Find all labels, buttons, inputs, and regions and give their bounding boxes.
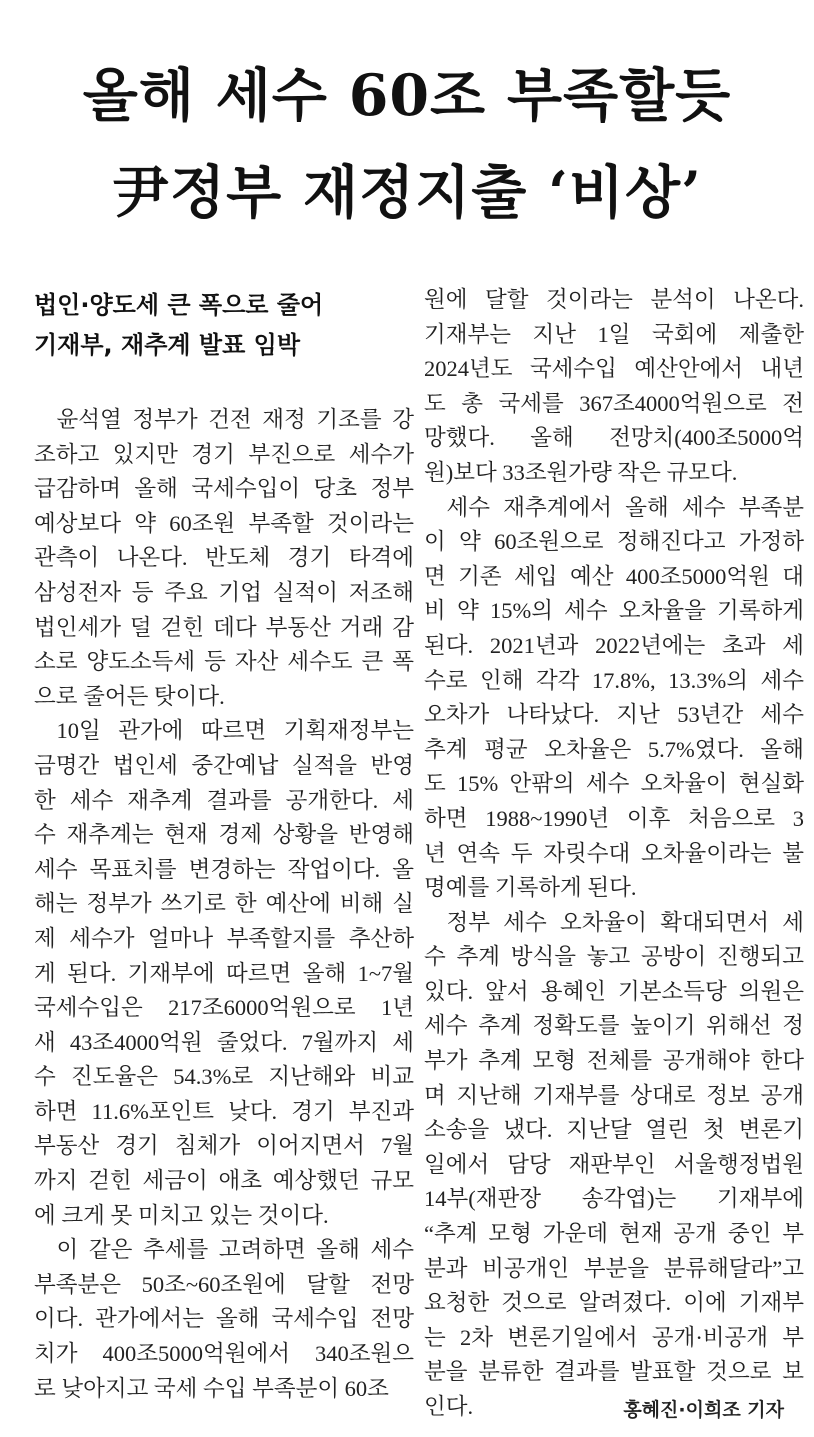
text-line: 소송을 냈다. 지난달 열린 첫 변론기 xyxy=(424,1117,804,1143)
text-line: 분과 비공개인 부분을 분류해달라”고 xyxy=(424,1255,804,1281)
article-body-left xyxy=(34,403,414,1406)
paragraph xyxy=(424,906,804,1425)
paragraph xyxy=(34,1233,414,1406)
article-column-right xyxy=(424,283,804,1425)
text-line: 국세수입은 217조6000억원으로 1년 xyxy=(34,995,414,1021)
text-line: 제 세수가 얼마나 부족할지를 추산하 xyxy=(34,925,414,951)
text-line: 로 낮아지고 국세 수입 부족분이 60조 xyxy=(34,1375,389,1401)
text-line: 도 총 국세를 367조4000억원으로 전 xyxy=(424,390,804,416)
text-line: 예상보다 약 60조원 부족할 것이라는 xyxy=(34,510,414,536)
text-line: 윤석열 정부가 건전 재정 기조를 강 xyxy=(56,407,414,432)
text-line: 부가 추계 모형 전체를 공개해야 한다 xyxy=(424,1048,804,1074)
subheadline xyxy=(34,285,414,365)
text-line: 에 크게 못 미치고 있는 것이다. xyxy=(34,1202,329,1228)
headline-line-1: 올해 세수 60조 부족할듯 xyxy=(82,62,732,129)
text-line: 비 약 15%의 세수 오차율을 기록하게 xyxy=(424,598,804,624)
text-line: 이다. 관가에서는 올해 국세수입 전망 xyxy=(34,1306,414,1332)
text-line: 인다. xyxy=(424,1394,474,1419)
text-line: 원)보다 33조원가량 작은 규모다. xyxy=(424,459,738,485)
text-line: 수 재추계는 현재 경제 상황을 반영해 xyxy=(34,822,414,848)
text-line: 요청한 것으로 알려졌다. 이에 기재부 xyxy=(424,1290,804,1316)
text-line: 급감하며 올해 국세수입이 당초 정부 xyxy=(34,476,414,502)
byline: 홍혜진·이희조 기자 xyxy=(623,1399,784,1421)
text-line: 수 진도율은 54.3%로 지난해와 비교 xyxy=(34,1064,414,1090)
headline-line-2: 尹정부 재정지출 ‘비상’ xyxy=(112,159,702,226)
subheadline-line-1: 법인·양도세 큰 폭으로 줄어 xyxy=(34,291,324,319)
article-column-left xyxy=(34,283,414,1406)
text-line: 명예를 기록하게 된다. xyxy=(424,875,637,901)
text-line: 삼성전자 등 주요 기업 실적이 저조해 xyxy=(34,579,414,605)
text-line: 수 추계 방식을 놓고 공방이 진행되고 xyxy=(424,944,804,970)
text-line: 부동산 경기 침체가 이어지면서 7월 xyxy=(34,1133,414,1159)
text-line: 14부(재판장 송각엽)는 기재부에 xyxy=(424,1186,804,1212)
text-line: 세수 목표치를 변경하는 작업이다. 올 xyxy=(34,856,414,882)
text-line: 분을 분류한 결과를 발표할 것으로 보 xyxy=(424,1359,804,1385)
text-line: 된다. 2021년과 2022년에는 초과 세 xyxy=(424,632,804,658)
paragraph xyxy=(424,491,804,906)
text-line: 2024년도 국세수입 예산안에서 내년 xyxy=(424,356,804,382)
text-line: 세수 재추계에서 올해 세수 부족분 xyxy=(446,494,804,520)
text-line: 오차가 나타났다. 지난 53년간 세수 xyxy=(424,702,804,728)
text-line: 는 2차 변론기일에서 공개·비공개 부 xyxy=(424,1324,804,1350)
text-line: 하면 11.6%포인트 낮다. 경기 부진과 xyxy=(34,1098,414,1124)
paragraph xyxy=(34,714,414,1233)
text-line: 이 약 60조원으로 정해진다고 가정하 xyxy=(424,529,804,555)
text-line: 새 43조4000억원 줄었다. 7월까지 세 xyxy=(34,1029,414,1055)
text-line: 치가 400조5000억원에서 340조원으 xyxy=(34,1341,414,1367)
text-line: 금명간 법인세 중간예납 실적을 반영 xyxy=(34,752,414,778)
text-line: 10일 관가에 따르면 기획재정부는 xyxy=(56,718,414,744)
text-line: 추계 평균 오차율은 5.7%였다. 올해 xyxy=(424,736,804,762)
text-line: 소로 양도소득세 등 자산 세수도 큰 폭 xyxy=(34,649,414,675)
text-line: 년 연속 두 자릿수대 오차율이라는 불 xyxy=(424,840,804,866)
text-line: 며 지난해 기재부를 상대로 정보 공개 xyxy=(424,1082,804,1108)
text-line: 하면 1988~1990년 이후 처음으로 3 xyxy=(424,805,804,831)
text-line: 한 세수 재추계 결과를 공개한다. 세 xyxy=(34,787,414,813)
text-line: 까지 걷힌 세금이 애초 예상했던 규모 xyxy=(34,1168,414,1194)
text-line: 게 된다. 기재부에 따르면 올해 1~7월 xyxy=(34,960,414,986)
text-line: 있다. 앞서 용혜인 기본소득당 의원은 xyxy=(424,978,804,1004)
subheadline-line-2: 기재부, 재추계 발표 임박 xyxy=(34,331,301,359)
text-line: 해는 정부가 쓰기로 한 예산에 비해 실 xyxy=(34,891,414,917)
text-line: 기재부는 지난 1일 국회에 제출한 xyxy=(424,321,804,347)
text-line: 이 같은 추세를 고려하면 올해 세수 xyxy=(56,1237,414,1263)
text-line: 법인세가 덜 걷힌 데다 부동산 거래 감 xyxy=(34,614,414,640)
text-line: 조하고 있지만 경기 부진으로 세수가 xyxy=(34,441,414,467)
text-line: 면 기존 세입 예산 400조5000억원 대 xyxy=(424,563,804,589)
text-line: 일에서 담당 재판부인 서울행정법원 xyxy=(424,1151,804,1177)
text-line: 망했다. 올해 전망치(400조5000억 xyxy=(424,425,804,451)
text-line: 부족분은 50조~60조원에 달할 전망 xyxy=(34,1271,414,1297)
text-line: 으로 줄어든 탓이다. xyxy=(34,683,225,709)
text-line: 관측이 나온다. 반도체 경기 타격에 xyxy=(34,545,414,571)
paragraph xyxy=(424,283,804,491)
text-line: 원에 달할 것이라는 분석이 나온다. xyxy=(424,287,804,312)
paragraph xyxy=(34,403,414,714)
text-line: 수로 인해 각각 17.8%, 13.3%의 세수 xyxy=(424,667,804,693)
article-body-right xyxy=(424,283,804,1425)
text-line: 도 15% 안팎의 세수 오차율이 현실화 xyxy=(424,771,804,797)
text-line: 세수 추계 정확도를 높이기 위해선 정 xyxy=(424,1013,804,1039)
text-line: “추계 모형 가운데 현재 공개 중인 부 xyxy=(424,1221,804,1247)
text-line: 정부 세수 오차율이 확대되면서 세 xyxy=(446,909,804,935)
